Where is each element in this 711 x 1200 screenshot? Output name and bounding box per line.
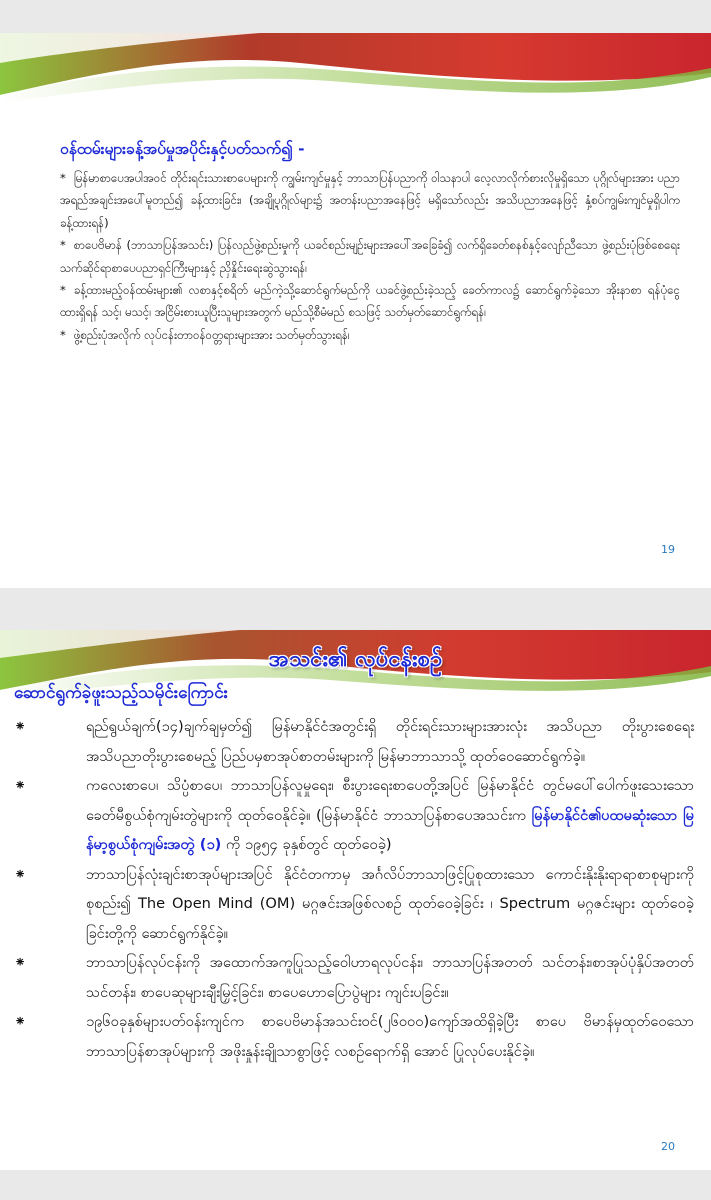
list-item [60,279,680,324]
bullet-icon: * [60,327,66,342]
list-item-text: ကလေးစာပေ၊ သိပ္ပံစာပေ၊ ဘာသာပြန်လူမှုရေး၊ စီးပွားရေးစာပေတို့အပြင် မြန်မာနိုင်ငံ တွင်မပေါ်ပေါက်ဖူးသေးသော ခေတ်မီစွယ်စုံကျမ်းတွဲများကို ထုတ်ဝေနိုင်ခဲ့။ (မြန်မာနိုင်ငံ ဘာသာပြန်စာပေအသင်းက [86,777,694,824]
bullet-icon: ⁕ [14,1013,27,1030]
list-item-text: ဘာသာပြန်လုပ်ငန်းကို အထောက်အကူပြုသည့်ဝေါဟာရလုပ်ငန်း၊ ဘာသာပြန်အတတ် သင်တန်း၊စာအုပ်ပုံနှိပ်အတတ်သင်တန်း၊ စာပေဆုများချီးမြှင့်ခြင်း၊ စာပေဟောပြောပွဲများ ကျင်းပခြင်း။ [86,954,694,1001]
list-item-text: ရည်ရွယ်ချက်(၁၄)ချက်ချမှတ်၍ မြန်မာနိုင်ငံအတွင်းရှိ တိုင်းရင်းသားများအားလုံး အသိပညာ တိုးပွားစေရေး အသိပညာတိုးပွားစေမည့် ပြည်ပမှစာအုပ်စာတမ်းများကို မြန်မာဘာသာသို့ ထုတ်ဝေဆောင်ရွက်ခဲ့။ [86,718,694,765]
highlighted-text: မြန်မာနိုင်ငံ၏ပထမဆုံးသော မြန်မာ့စွယ်စုံကျမ်းအတွဲ (၁) [86,806,694,853]
page-number: 20 [661,1140,675,1153]
list-item [14,1007,694,1066]
list-item-text: ခန့်ထားမည့်ဝန်ထမ်းများ၏ လစာနှင့်စရိတ် မည်ကဲ့သို့ဆောင်ရွက်မည်ကို ယခင်ဖွဲ့စည်းခဲ့သည့် ခေတ်ကာလ၌ ဆောင်ရွက်ခဲ့သော အိုးနာစာ ရန်ပုံငွေထားရှိရန် သင့်၊ မသင့်၊ အငြိမ်းစားယူပြီးသူများအတွက် မည်သို့စီမံမည် စသဖြင့် သတ်မှတ်ဆောင်ရွက်ရန်၊ [60,283,680,320]
list-item [14,860,694,949]
list-item-text: ဖွဲ့စည်းပုံအလိုက် လုပ်ငန်းတာဝန်ဝတ္တရားများအား သတ်မှတ်သွားရန်၊ [73,327,350,342]
bullet-icon: ⁕ [14,777,27,794]
bullet-icon: ⁕ [14,718,27,735]
bullet-list [14,712,694,1066]
list-item [60,324,680,346]
page-number: 19 [661,543,675,556]
bullet-icon: * [60,171,66,185]
bullet-icon: ⁕ [14,954,27,971]
list-item [14,712,694,771]
bullet-icon: * [60,283,66,298]
list-item-text: ကို ၁၉၅၄ ခုနှစ်တွင် ထုတ်ဝေခဲ့) [221,836,392,853]
bullet-list [60,167,680,346]
list-item [60,167,680,234]
list-item-text: ဘာသာပြန်လုံးချင်းစာအုပ်များအပြင် နိုင်ငံတကာမှ အင်္ဂလိပ်ဘာသာဖြင့်ပြုစုထားသော ကောင်းနိုးနိုးရာရာစာစုများကိုစုစည်း၍ The Open Mind (OM) မဂ္ဂဇင်းအဖြစ်လစဉ် ထုတ်ဝေခဲ့ခြင်း ၊ Spectrum မဂ္ဂဇင်းများ ထုတ်ဝေခဲ့ခြင်းတို့ကို ဆောင်ရွက်နိုင်ခဲ့။ [86,865,694,942]
list-item-text: ၁၉၆၀ခုနှစ်များပတ်ဝန်းကျင်က စာပေဗိမာန်အသင်းဝင်(၂၆၀၀၀)ကျော်အထိရှိခဲ့ပြီး စာပေ ဗိမာန်မှထုတ်ဝေသော ဘာသာပြန်စာအုပ်များကို အဖိုးနှုန်းချိုသာစွာဖြင့် လစဉ်ရောက်ရှိ အောင် ပြုလုပ်ပေးနိုင်ခဲ့။ [86,1013,694,1060]
slide-20 [0,630,711,1170]
list-item-text: စာပေဗိမာန် (ဘာသာပြန်အသင်း) ပြန်လည်ဖွဲ့စည်းမှုကို ယခင်စည်းမျဉ်းများအပေါ်အခြေခံ၍ လက်ရှိခေတ်စနစ်နှင့်လျော်ညီသော ဖွဲ့စည်းပုံဖြစ်စေရေး သက်ဆိုင်ရာစာပေပညာရှင်ကြီးများနှင့် ညှိနှိုင်းရေးဆွဲသွားရန်၊ [60,238,680,275]
slide-subtitle: ဆောင်ရွက်ခဲ့ဖူးသည့်သမိုင်းကြောင်း [14,683,228,703]
slide-19 [0,33,711,588]
bullet-icon: * [60,238,66,253]
list-item [14,771,694,860]
list-item [14,948,694,1007]
bullet-icon: ⁕ [14,865,27,883]
list-item [60,234,680,279]
slide-header-banner [0,33,711,103]
list-item-text: မြန်မာစာပေအပါအဝင် တိုင်းရင်းသားစာပေများကို ကျွမ်းကျင်မှုနှင့် ဘာသာပြန်ပညာကို ဝါသနာပါ လေ့လာလိုက်စားလိုမှုရှိသော ပုဂ္ဂိုလ်များအား ပညာအရည်အချင်းအပေါ်မူတည်၍ ခန့်ထားခြင်း၊ (အချို့ပုဂ္ဂိုလ်များ၌ အတန်းပညာအနေဖြင့် မရှိသော်လည်း အသိပညာအနေဖြင့် နှံ့စပ်ကျွမ်းကျင်မှုရှိပါက ခန့်ထားရန်) [60,171,680,230]
slide-title: ဝန်ထမ်းများခန့်အပ်မှုအပိုင်းနှင့်ပတ်သက်၍ - [60,140,305,158]
slide-title: အသင်း၏ လုပ်ငန်းစဉ် [268,647,443,672]
